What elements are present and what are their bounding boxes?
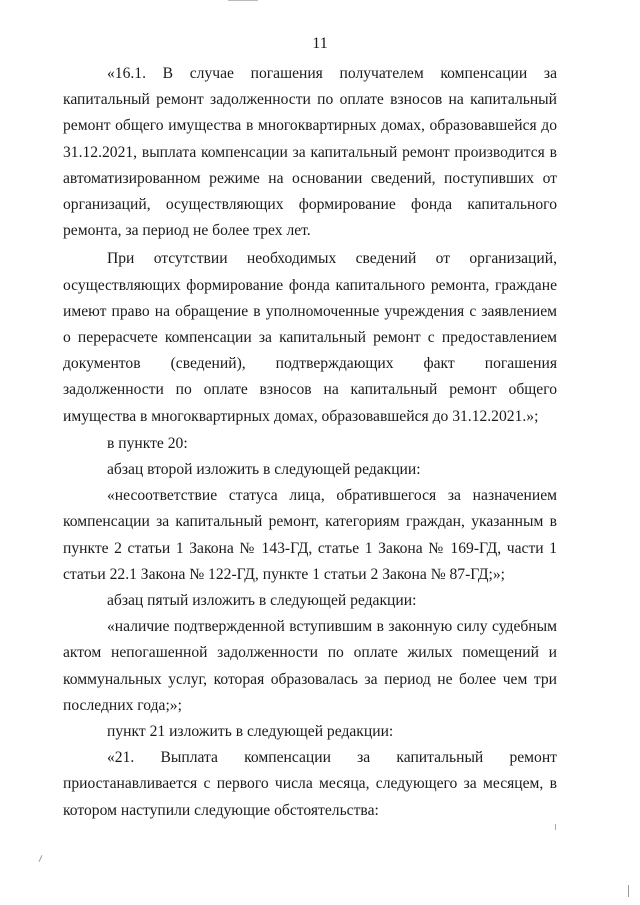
paragraph-clause-21: пункт 21 изложить в следующей редакции: xyxy=(107,723,394,741)
paragraph-status-mismatch: «несоответствие статуса лица, обратившегося за назначением компенсации за капитальный ремонт, категориям граждан, указанным в пункте 2 статьи 1 Закона № 143-ГД, статье 1 Закона № 169-ГД, части 1 статьи 22.1 Закона № 122-ГД, пункте 1 статьи 2 Закона № 87-ГД;»; xyxy=(63,487,557,583)
scan-artifact-right xyxy=(555,824,556,830)
paragraph-abzac-second: абзац второй изложить в следующей редакции: xyxy=(107,461,421,479)
document-body xyxy=(63,61,557,824)
scan-artifact-top xyxy=(228,0,258,1)
scan-artifact-bottom-left xyxy=(39,855,43,862)
scan-artifact-bottom-right xyxy=(628,885,629,897)
paragraph-21-text: «21. Выплата компенсации за капитальный ремонт приостанавливается с первого числа месяца, следующего за месяцем, в котором наступили следующие обстоятельства: xyxy=(63,749,557,819)
paragraph-clause-20: в пункте 20: xyxy=(107,434,188,452)
paragraph-no-data: При отсутствии необходимых сведений от организаций, осуществляющих формирование фонда капитального ремонта, граждане имеют право на обращение в уполномоченные учреждения с заявлением о перерасчете компенсации за капитальный ремонт с предоставлением документов (сведений), подтверждающих факт погашения задолженности по оплате взносов на капитальный ремонт общего имущества в многоквартирных домах, образовавшейся до 31.12.2021.»; xyxy=(63,250,557,425)
page-number: 11 xyxy=(312,35,328,52)
paragraph-debt: «наличие подтвержденной вступившим в законную силу судебным актом непогашенной задолженности по оплате жилых помещений и коммунальных услуг, которая образовалась за период не более чем три последних года;»; xyxy=(63,618,557,714)
paragraph-16-1: «16.1. В случае погашения получателем компенсации за капитальный ремонт задолженности по оплате взносов на капитальный ремонт общего имущества в многоквартирных домах, образовавшейся до 31.12.2021, выплата компенсации за капитальный ремонт производится в автоматизированном режиме на основании сведений, поступивших от организаций, осуществляющих формирование фонда капитального ремонта, за период не более трех лет. xyxy=(63,65,557,240)
paragraph-abzac-fifth: абзац пятый изложить в следующей редакции: xyxy=(107,592,417,610)
